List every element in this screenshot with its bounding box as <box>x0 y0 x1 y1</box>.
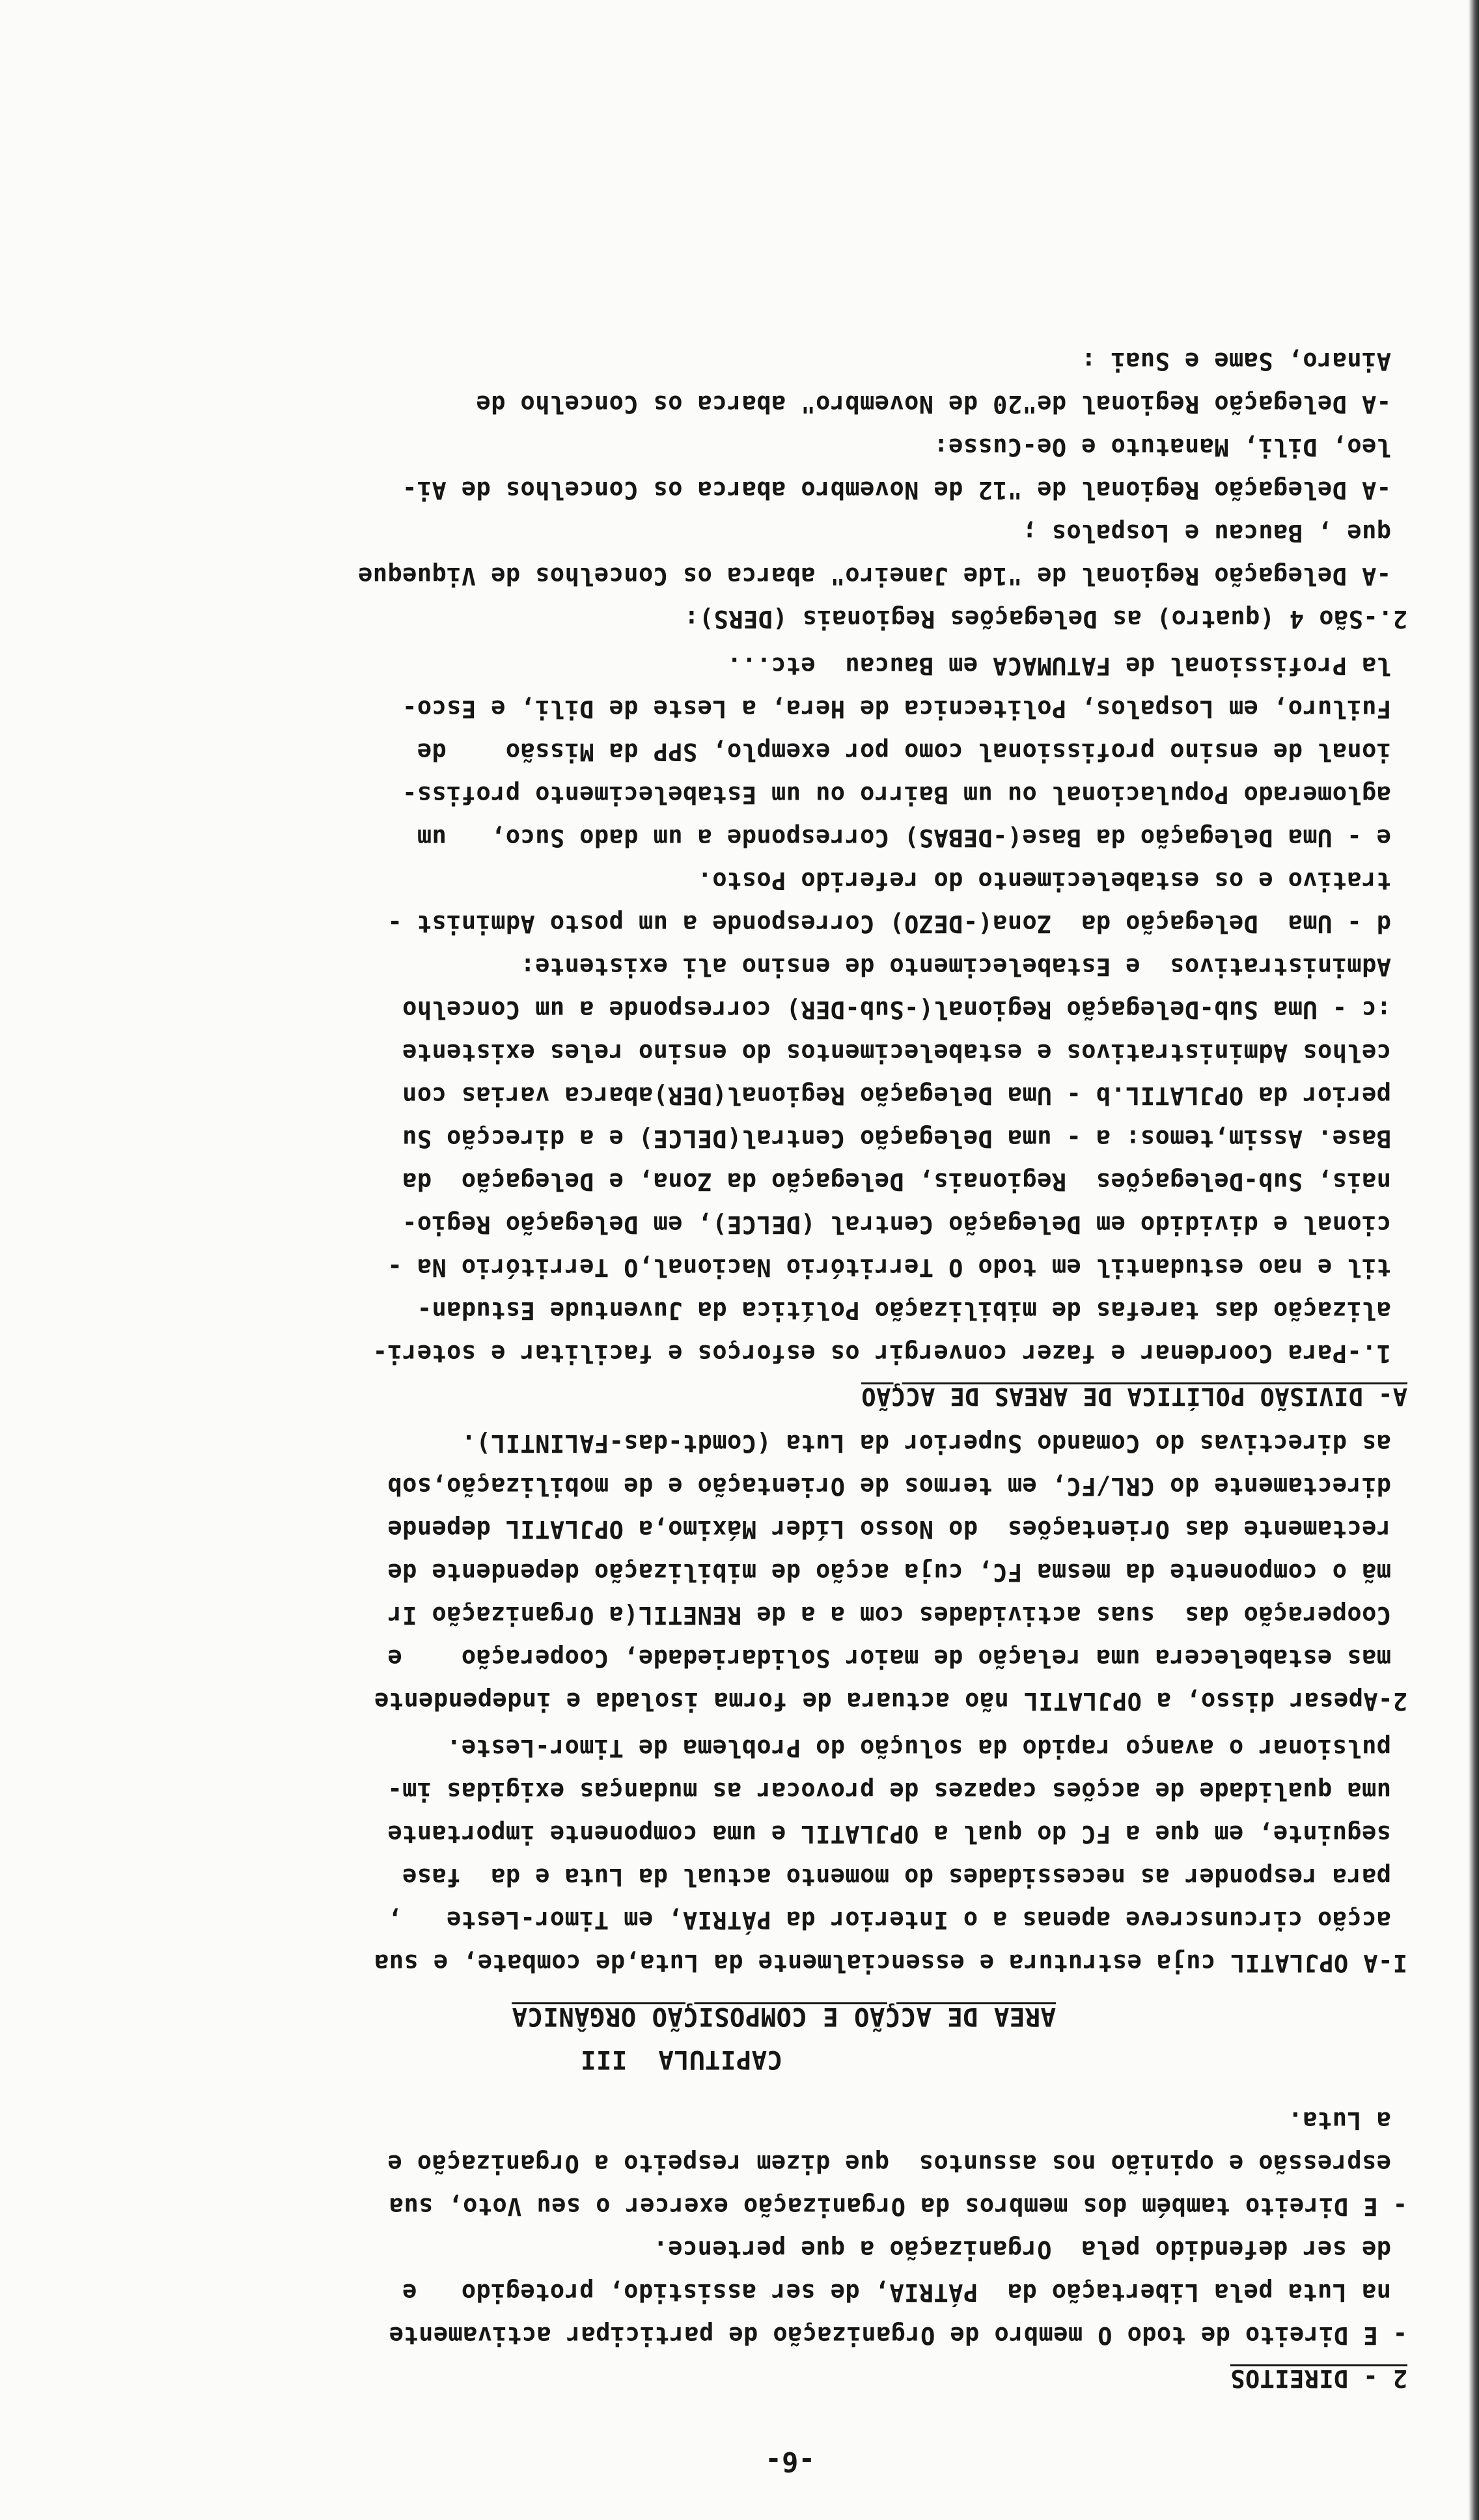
text-line: aglomerado Populacional ou um Bairro ou um Estabelecimento profiss- <box>402 781 1391 809</box>
text-line: uma qualidade de acções capazes de provocar as mudanças exigidas im- <box>387 1777 1391 1805</box>
text-line: de ser defendido pela Organização a que pertence. <box>653 2235 1391 2263</box>
text-line: na Luta pela Libertação da PÁTRIA, de ser assistido, protegido e <box>402 2278 1391 2306</box>
text-line: Base. Assim,temos: a - uma Delegação Central(DELCE) e a direcção Su <box>402 1125 1391 1153</box>
text-line: leo, Dili, Manatuto e Oe-Cusse: <box>933 433 1391 461</box>
scan-edge-mark <box>1469 0 1479 2520</box>
text-line: CAPITULA III <box>580 2045 782 2074</box>
text-line: 1.-Para Coordenar e fazer convergir os esforços e facilitar e soteri- <box>372 1339 1391 1367</box>
text-line: la Profissional de FATUMACA em Baucau etc... <box>726 652 1391 680</box>
page-number: -6- <box>764 2446 815 2478</box>
text-line: ional de ensino profissional como por exemplo, SPP da Missão de <box>417 738 1391 766</box>
text-line: 2-Apesar disso, a OPJLATIL não actuara de forma isolada e independente <box>374 1687 1407 1715</box>
text-line: - E Direito também dos membros da Organização exercer o seu Voto, sua <box>389 2192 1407 2220</box>
text-line: espressão e opinião nos assuntos que dizem respeito a Organização e <box>387 2149 1391 2177</box>
text-line: 2 - DIREITOS <box>1230 2364 1407 2392</box>
text-line: acção circunscreve apenas a o Interior da PÁTRIA, em Timor-Leste , <box>387 1906 1391 1934</box>
text-line: Administrativos e Estabelecimento de ensino ali existente: <box>520 953 1391 981</box>
text-line: mas estabelecera uma relação de maior Solidariedade, Cooperação e <box>387 1644 1391 1672</box>
text-line: que , Baucau e Lospalos ; <box>1022 519 1391 547</box>
text-line: A- DIVISÃO POLÍTICA DE AREAS DE ACÇÃO <box>861 1382 1407 1410</box>
text-line: mã o componente da mesma FC, cuja acção de mibilização dependente de <box>387 1558 1391 1586</box>
text-line: -A Delegação Regional de "12 de Novembro abarca os Concelhos de Ai- <box>402 476 1391 504</box>
text-line: d - Uma Delegação da Zona(-DEZO) Corresponde a um posto Administ - <box>387 910 1391 938</box>
text-line: cional e dividido em Delegação Central (DELCE), em Delegação Regio- <box>402 1211 1391 1239</box>
text-line: til e nao estudantil em todo O Território Nacional,O Território Na - <box>387 1253 1391 1281</box>
text-line: Fuiluro, em Lospalos, Politecnica de Hera, a Leste de Dili, e Esco- <box>402 695 1391 723</box>
text-line: pulsionar o avanço rapido da solução do Problema de Timor-Leste. <box>446 1734 1391 1762</box>
text-line: nais, Sub-Delegações Regionais, Delegação da Zona, e Delegação da <box>402 1168 1391 1196</box>
text-line-continued: Ainaro, Same e Suai : <box>1081 347 1391 375</box>
text-line: :c - Uma Sub-Delegação Regional(-Sub-DER) corresponde a um Concelho <box>402 996 1391 1024</box>
text-line: celhos Administrativos e estabelecimentos do ensino reles existente <box>402 1039 1391 1067</box>
text-line: AREA DE ACÇÃO E COMPOSIÇÃO ORGÂNICA <box>512 2002 1056 2031</box>
text-line: -A Delegação Regional de"20 de Novembro" abarca os Concelho de <box>476 390 1391 418</box>
text-line: - E Direito de todo O membro de Organização de participar activamente <box>389 2321 1407 2349</box>
text-line: perior da OPJLATIL.b - Uma Delegação Regional(DER)abarca varias con <box>402 1082 1391 1110</box>
text-line: para responder as necessidades do momento actual da Luta e da fase <box>402 1863 1391 1891</box>
text-line: a Luta. <box>1288 2107 1391 2135</box>
text-line: -A Delegação Regional de "1de Janeiro" abarca os Concelhos de Viqueque <box>357 562 1391 590</box>
text-line: e - Uma Delegação da Base(-DEBAS) Corresponde a um dado Suco, um <box>417 824 1391 852</box>
text-line: Cooperação das suas actividades com a a de RENETIL(a Organização Ir <box>387 1601 1391 1629</box>
text-line: as directivas do Comando Superior da Luta (Comdt-das-FALINTIL). <box>461 1429 1391 1457</box>
text-line: rectamente das Orientações do Nosso Líder Máximo,a OPJLATIL depende <box>387 1515 1391 1543</box>
text-line: directamente do CRL/FC, em termos de Orientação e de mobilização,sob <box>387 1472 1391 1500</box>
text-line: seguinte, em que a FC do qual a OPJLATIL e uma componente importante <box>387 1820 1391 1848</box>
text-line: I-A OPJLATIL cuja estrutura e essencialmente da Luta,de combate, e sua <box>374 1949 1407 1977</box>
text-line: alização das tarefas de mibilização Política da Juventude Estudan- <box>417 1296 1391 1324</box>
text-line: 2.-São 4 (quatro) as Delegações Regionais (DERS): <box>684 605 1407 633</box>
text-line: trativo e os estabelecimento do referido Posto. <box>697 867 1391 895</box>
